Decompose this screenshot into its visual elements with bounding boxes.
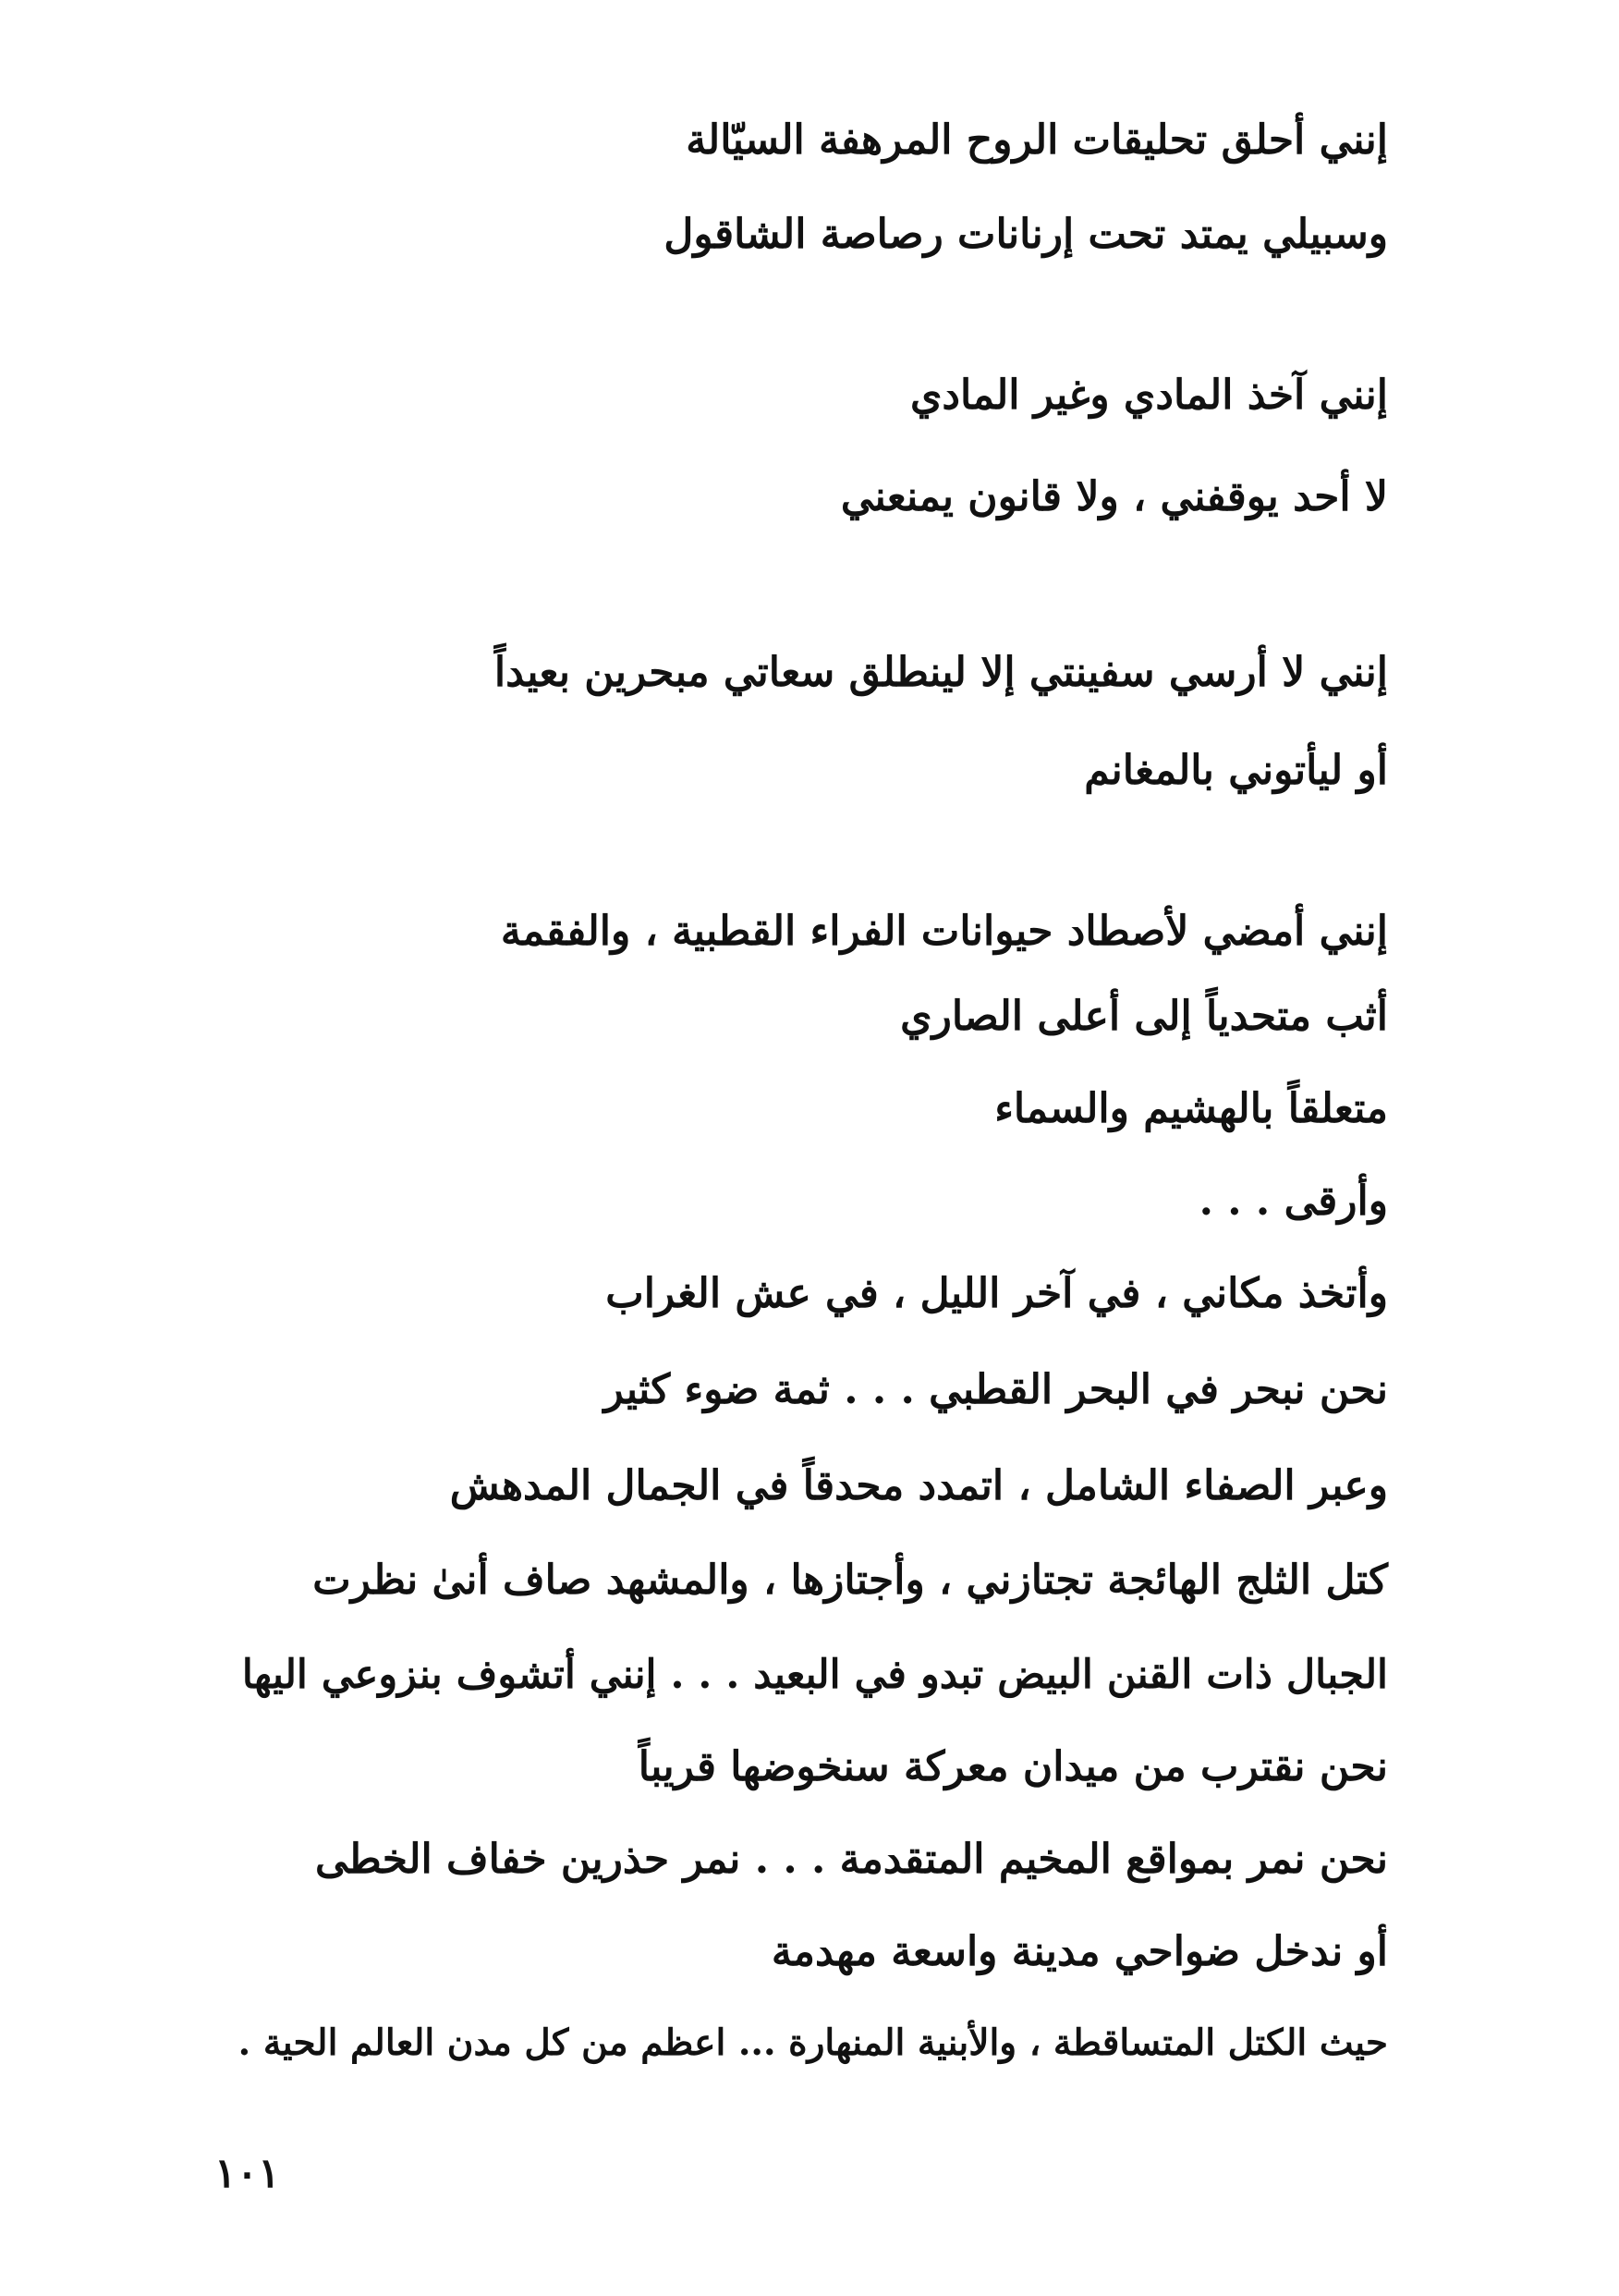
poem-line: وأرقى . . . [1199,1178,1388,1225]
poem-line: لا أحد يوقفني ، ولا قانون يمنعني [840,473,1388,520]
poem-line: نحن نبحر في البحر القطبي . . . ثمة ضوء كثير [603,1366,1388,1413]
poem-line: إنني أمضي لأصطاد حيوانات الفراء القطبية ، والفقمة [500,908,1388,955]
poem-line: حيث الكتل المتساقطة ، والأبنية المنهارة ... اعظم من كل مدن العالم الحية . [237,2021,1388,2064]
poem-line: أثب متحدياً إلى أعلى الصاري [900,993,1388,1040]
poem-line: كتل الثلج الهائجة تجتازني ، وأجتازها ، والمشهد صاف أنىٰ نظرت [312,1557,1388,1604]
poem-line: إنني أحلق تحليقات الروح المرهفة السيّالة [686,116,1388,164]
page-number: ١٠١ [214,2150,280,2197]
poem-line: إنني آخذ المادي وغير المادي [909,372,1388,419]
poem-line: أو ليأتوني بالمغانم [1084,747,1388,794]
poem-line: متعلقاً بالهشيم والسماء [994,1085,1388,1132]
poem-line: إنني لا أرسي سفينتي إلا لينطلق سعاتي مبحرين بعيداً [493,649,1388,696]
poem-line: أو ندخل ضواحي مدينة واسعة مهدمة [771,1928,1388,1975]
poem-line: الجبال ذات القنن البيض تبدو في البعيد . . . إنني أتشوف بنزوعي اليها [241,1652,1388,1698]
poem-line: نحن نمر بمواقع المخيم المتقدمة . . . نمر حذرين خفاف الخطى [314,1836,1388,1883]
poem-line: نحن نقترب من ميدان معركة سنخوضها قريباً [638,1743,1388,1790]
poem-line: وعبر الصفاء الشامل ، اتمدد محدقاً في الجمال المدهش [449,1462,1388,1509]
poem-line: وسبيلي يمتد تحت إرنانات رصاصة الشاقول [663,211,1388,258]
poem-line: وأتخذ مكاني ، في آخر الليل ، في عش الغراب [605,1270,1388,1317]
